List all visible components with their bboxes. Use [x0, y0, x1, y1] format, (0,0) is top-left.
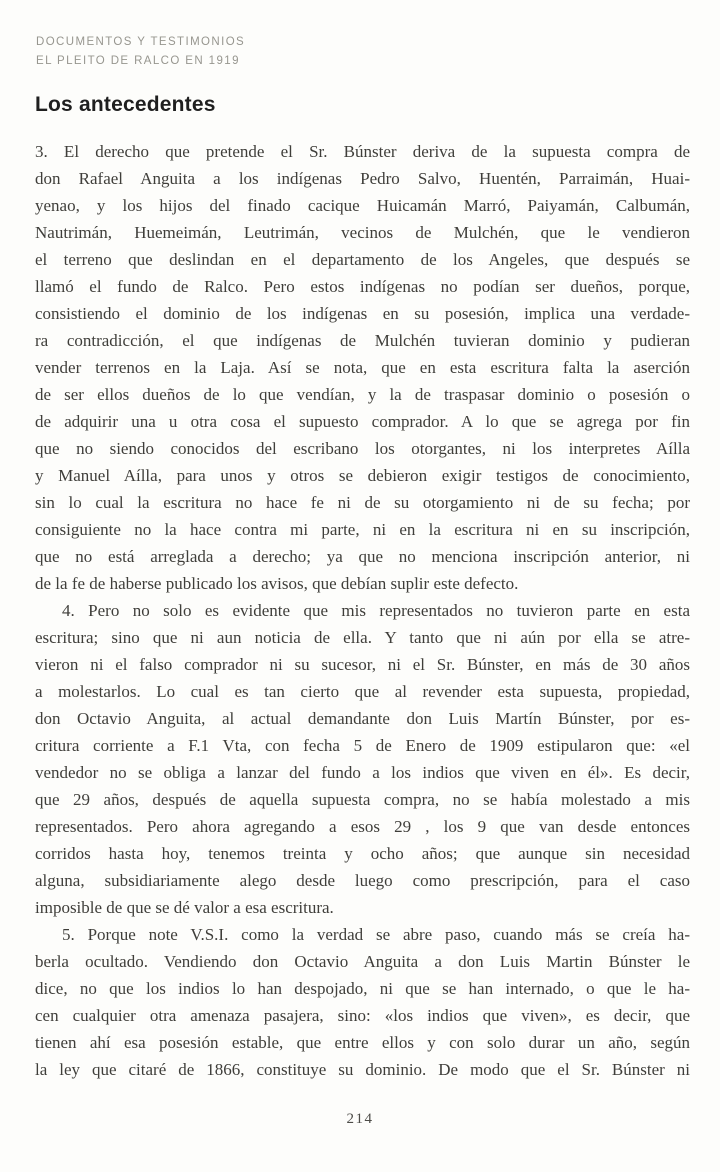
text-line: que no siendo conocidos del escribano los otorgantes, ni los interpretes Aílla: [35, 439, 690, 458]
text-line: don Rafael Anguita a los indígenas Pedro Salvo, Huentén, Parraimán, Huai-: [35, 169, 690, 188]
text-line: dice, no que los indios lo han despojado, ni que se han internado, o que le ha-: [35, 979, 690, 998]
running-header-line2: EL PLEITO DE RALCO EN 1919: [36, 55, 240, 67]
text-line: representados. Pero ahora agregando a esos 29 , los 9 que van desde entonces: [35, 817, 690, 836]
paragraph: [35, 921, 690, 1083]
text-line: 4. Pero no solo es evidente que mis representados no tuvieron parte en esta: [62, 601, 690, 620]
text-line: critura corriente a F.1 Vta, con fecha 5 de Enero de 1909 estipularon que: «el: [35, 736, 690, 755]
paragraph: [35, 597, 690, 921]
text-line: vendedor no se obliga a lanzar del fundo a los indios que viven en él». Es decir,: [35, 763, 690, 782]
text-line: sin lo cual la escritura no hace fe ni de su otorgamiento ni de su fecha; por: [35, 493, 690, 512]
text-line: alguna, subsidiariamente alego desde luego como prescripción, para el caso: [35, 871, 690, 890]
text-line: tienen ahí esa posesión estable, que entre ellos y con solo durar un año, según: [35, 1033, 690, 1052]
text-line: imposible de que se dé valor a esa escritura.: [35, 898, 334, 917]
text-line: corridos hasta hoy, tenemos treinta y ocho años; que aunque sin necesidad: [35, 844, 690, 863]
page-footer: [0, 1110, 720, 1128]
text-line: de la fe de haberse publicado los avisos, que debían suplir este defecto.: [35, 574, 519, 593]
text-line: 3. El derecho que pretende el Sr. Búnster deriva de la supuesta compra de: [35, 142, 690, 161]
text-line: a molestarlos. Lo cual es tan cierto que al revender esta supuesta, propiedad,: [35, 682, 690, 701]
text-line: la ley que citaré de 1866, constituye su dominio. De modo que el Sr. Búnster ni: [35, 1060, 690, 1079]
running-header: [36, 33, 245, 71]
text-line: cen cualquier otra amenaza pasajera, sino: «los indios que viven», es decir, que: [35, 1006, 690, 1025]
running-header-line1: DOCUMENTOS Y TESTIMONIOS: [36, 36, 246, 48]
text-line: vieron ni el falso comprador ni su sucesor, ni el Sr. Búnster, en más de 30 años: [35, 655, 690, 674]
text-line: que 29 años, después de aquella supuesta compra, no se había molestado a mis: [35, 790, 690, 809]
paragraph: [35, 138, 690, 597]
text-line: que no está arreglada a derecho; ya que no menciona inscripción anterior, ni: [35, 547, 690, 566]
page-number: 214: [346, 1111, 374, 1127]
text-line: y Manuel Aílla, para unos y otros se debieron exigir testigos de conocimiento,: [35, 466, 690, 485]
body-text: [35, 138, 690, 1083]
text-line: yenao, y los hijos del finado cacique Huicamán Marró, Paiyamán, Calbumán,: [35, 196, 690, 215]
text-line: consiguiente no la hace contra mi parte, ni en la escritura ni en su inscripción,: [35, 520, 690, 539]
text-line: ra contradicción, el que indígenas de Mulchén tuvieran dominio y pudieran: [35, 331, 690, 350]
text-line: llamó el fundo de Ralco. Pero estos indígenas no podían ser dueños, porque,: [35, 277, 690, 296]
text-line: el terreno que deslindan en el departamento de los Angeles, que después se: [35, 250, 690, 269]
text-line: escritura; sino que ni aun noticia de ella. Y tanto que ni aún por ella se atre-: [35, 628, 690, 647]
text-line: vender terrenos en la Laja. Así se nota, que en esta escritura falta la aserción: [35, 358, 690, 377]
text-line: Nautrimán, Huemeimán, Leutrimán, vecinos de Mulchén, que le vendieron: [35, 223, 690, 242]
text-line: berla ocultado. Vendiendo don Octavio Anguita a don Luis Martin Búnster le: [35, 952, 690, 971]
text-line: 5. Porque note V.S.I. como la verdad se abre paso, cuando más se creía ha-: [62, 925, 690, 944]
section-title: Los antecedentes: [35, 93, 216, 116]
text-line: consistiendo el dominio de los indígenas en su posesión, implica una verdade-: [35, 304, 690, 323]
text-line: de ser ellos dueños de lo que vendían, y la de traspasar dominio o posesión o: [35, 385, 690, 404]
text-line: don Octavio Anguita, al actual demandante don Luis Martín Búnster, por es-: [35, 709, 690, 728]
text-line: de adquirir una u otra cosa el supuesto comprador. A lo que se agrega por fin: [35, 412, 690, 431]
